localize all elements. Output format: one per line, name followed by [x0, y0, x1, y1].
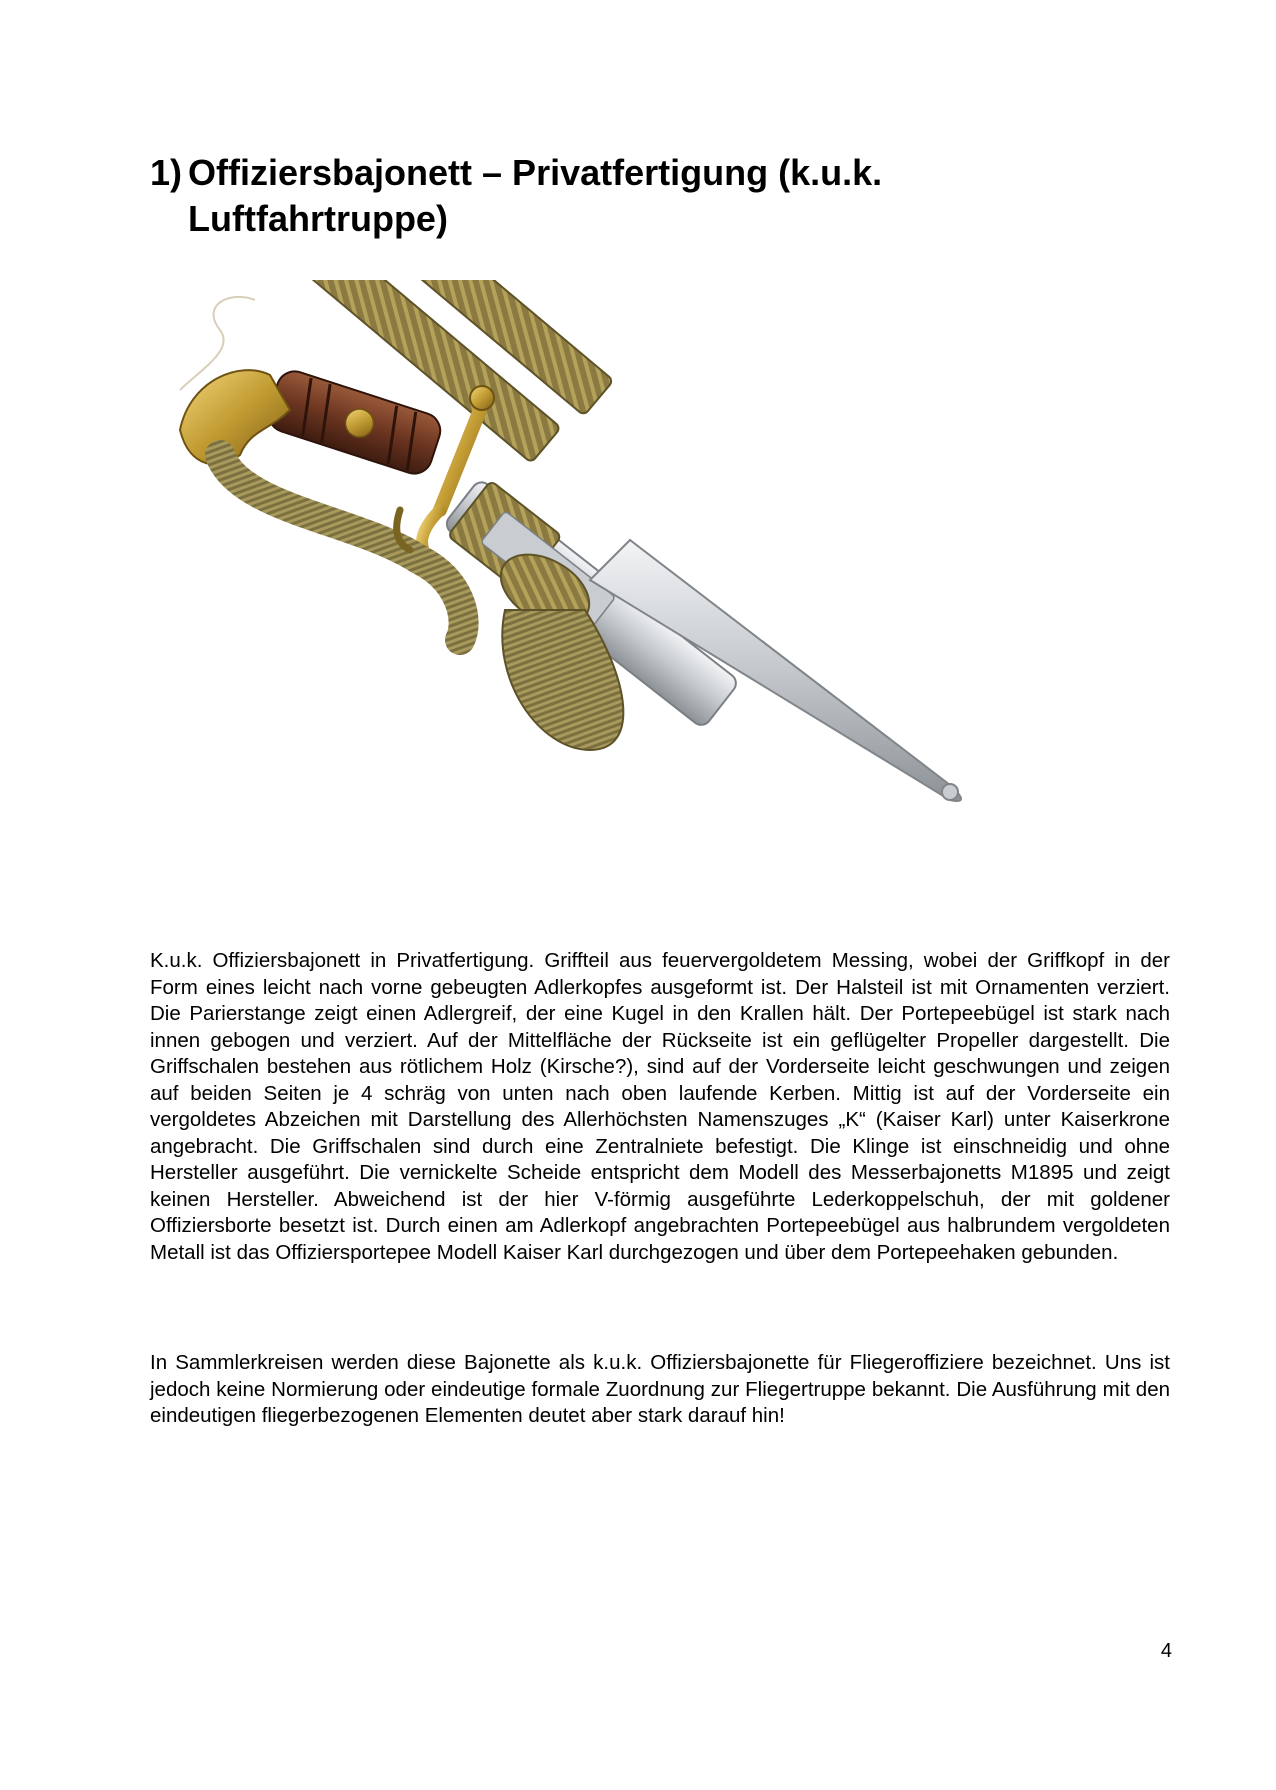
knot-cord: [220, 455, 464, 640]
section-number: 1): [150, 152, 183, 193]
scabbard-tip: [942, 784, 958, 800]
bayonet-photo: [160, 280, 1100, 920]
bayonet-illustration: [160, 280, 1100, 920]
eagle-head-pommel: [180, 370, 290, 464]
section-heading: [150, 150, 1150, 242]
grip: [264, 367, 445, 478]
page-number: 4: [1160, 1640, 1172, 1662]
collector-note-paragraph: In Sammlerkreisen werden diese Bajonette als k.u.k. Offiziersbajonette für Fliegeroffiziere bezeichnet. Uns ist jedoch keine Normierung oder eindeutige formale Zuordnung zur Fliegertruppe bekannt. Die Ausführung mit den eindeutigen fliegerbezogenen Elementen deutet aber stark darauf hin!: [150, 1351, 1170, 1427]
section-title: Offiziersbajonett – Privatfertigung (k.u.k. Luftfahrtruppe): [188, 152, 883, 239]
description-paragraph: K.u.k. Offiziersbajonett in Privatfertigung. Griffteil aus feuervergoldetem Messing, wobei der Griffkopf in der Form eines leicht nach vorne gebeugten Adlerkopfes ausgeformt ist. Der Halsteil ist mit Ornamenten verziert. Die Parierstange zeigt einen Adlergreif, der eine Kugel in den Krallen hält. Der Portepeebügel ist stark nach innen gebogen und verziert. Auf der Mittelfläche der Rückseite ist ein geflügelter Propeller dargestellt. Die Griffschalen bestehen aus rötlichem Holz (Kirsche?), sind auf der Vorderseite leicht geschwungen und zeigen auf beiden Seiten je 4 schräg von unten nach oben laufende Kerben. Mittig ist auf der Vorderseite ein vergoldetes Abzeichen mit Darstellung des Allerhöchsten Namenszuges „K“ (Kaiser Karl) unter Kaiserkrone angebracht. Die Griffschalen sind durch eine Zentralniete befestigt. Die Klinge ist einschneidig und ohne Hersteller ausgeführt. Die vernickelte Scheide entspricht dem Modell des Messerbajonetts M1895 und zeigt keinen Hersteller. Abweichend ist der hier V-förmig ausgeführte Lederkoppelschuh, der mit goldener Offiziersborte besetzt ist. Durch einen am Adlerkopf angebrachten Portepeebügel aus halbrundem vergoldeten Metall ist das Offiziersportepee Modell Kaiser Karl durchgezogen und über dem Portepeehaken gebunden.: [150, 949, 1170, 1264]
